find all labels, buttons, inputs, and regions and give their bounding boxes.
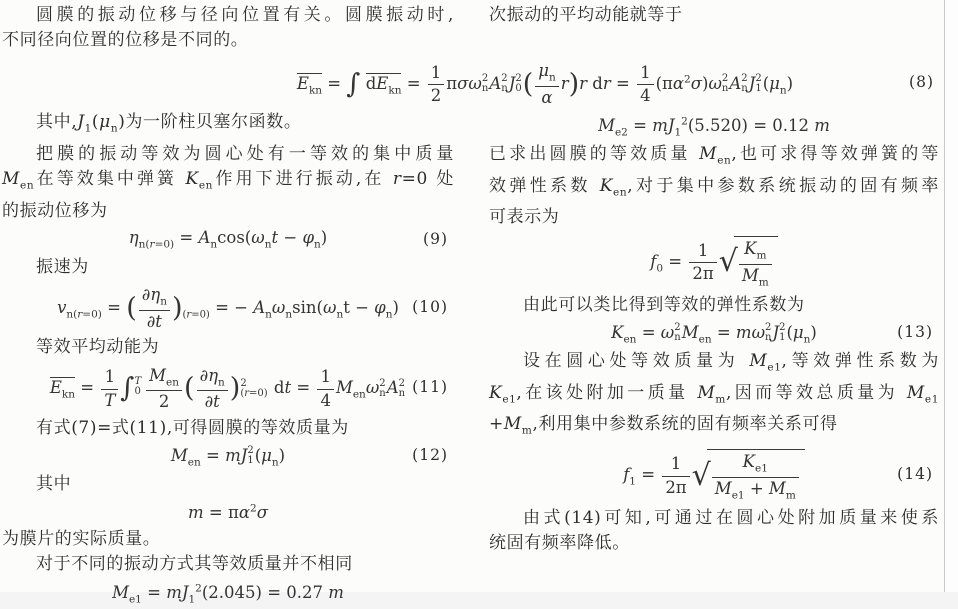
text-line — [489, 3, 939, 28]
formula-content: $\eta_{n(r=0)} = A_n\cos(\omega_nt - \varphi_n)$ — [128, 228, 328, 251]
text-line — [2, 552, 454, 577]
formula-line — [2, 361, 454, 416]
equation-number: (11) — [412, 378, 448, 397]
formula-content: $E_{kn}$ = $\frac{1}{T}$ ∫ T 0 $M_{en}$ 2 ( $\frac{\partial\eta_n}{\partial t}$ ) 2 (r=0) dt = $\frac{1}{4}$ $M_{en}\omega$ 2 n A 2 n — [49, 365, 406, 412]
equation-number: (13) — [897, 323, 933, 342]
equation-number: (12) — [412, 446, 448, 465]
text-content: 由此可以类比得到等效的弹性系数为 — [523, 294, 805, 315]
text-content: 的振动位移为 — [2, 201, 108, 221]
text-content: 统固有频率降低。 — [489, 533, 630, 554]
text-line — [2, 416, 454, 441]
formula-line — [150, 56, 940, 111]
left-column-top-paragraph — [2, 3, 454, 54]
formula-content: $E_{kn}$ = ∫ $dE_{kn}$ = $\frac{1}{2}$ πσω 2 n A 2 n J 2 0 ( $\frac{\mu_n}{\alpha}$ r)r dr = $\frac{1}{4}$ $(\pi\alpha^2\sigma)\omega$ 2 n A 2 n J 2 1 $(\mu_n)$ — [296, 61, 794, 107]
text-content: 已求出圆膜的等效质量 $M_{en}$,也可求得等效弹簧的等 — [489, 143, 939, 167]
text-line — [2, 527, 454, 552]
text-content: 把膜的振动等效为圆心处有一等效的集中质量 — [36, 143, 454, 164]
formula-line — [2, 441, 454, 472]
text-content: 次振动的平均动能就等于 — [489, 5, 683, 25]
text-line — [489, 349, 939, 381]
text-line — [2, 28, 454, 53]
formula-content: $M_{en}$ = mJ 2 1 $(\mu_n)$ — [170, 444, 286, 468]
text-content: 其中$,J_1(\mu_n)$为一阶柱贝塞尔函数。 — [36, 112, 302, 135]
text-content: 效弹性系数 $K_{en}$,对于集中参数系统振动的固有频率 — [489, 175, 939, 199]
formula-line — [2, 224, 454, 254]
display-equation-8 — [150, 56, 940, 111]
right-column-body — [489, 110, 939, 557]
formula-line — [489, 444, 939, 506]
text-content: 对于不同的振动方式其等效质量并不相同 — [36, 554, 353, 575]
equation-number: (10) — [412, 297, 448, 316]
equation-number: (14) — [897, 465, 933, 484]
text-line — [489, 381, 939, 413]
text-line — [489, 293, 939, 318]
text-content: $M_{en}$在等效集中弹簧 $K_{en}$作用下进行振动,在 r=0 处 — [2, 169, 454, 192]
text-line — [489, 205, 939, 230]
formula-content: $K_{en} = \omega$ 2 n $M_{en} = m\omega$ 2 n J 2 1 $(\mu_n)$ — [611, 321, 817, 345]
page-right-margin — [945, 0, 958, 592]
formula-line — [2, 497, 454, 526]
equation-number: (9) — [423, 229, 448, 248]
formula-line — [489, 231, 939, 293]
formula-content: $f_0$ = $\frac{1}{2\pi}$ √ $\frac{K_m}{M_m}$ — [650, 252, 777, 271]
text-line — [2, 167, 454, 199]
text-line — [489, 506, 939, 531]
text-line — [2, 199, 454, 224]
formula-content: $m = \pi\alpha^2\sigma$ — [188, 502, 268, 522]
left-column-body — [2, 110, 454, 609]
right-column-top-paragraph — [489, 3, 939, 28]
text-line — [489, 531, 939, 556]
text-content: 有式(7)=式(11),可得圆膜的等效质量为 — [36, 417, 349, 438]
formula-line — [489, 318, 939, 349]
text-content: 不同径向位置的位移是不同的。 — [2, 30, 249, 51]
text-content: 为膜片的实际质量。 — [2, 528, 161, 549]
equation-number: (8) — [909, 73, 934, 92]
text-line — [2, 3, 454, 28]
formula-line — [2, 280, 454, 335]
text-content: 由式(14)可知,可通过在圆心处附加质量来使系 — [523, 507, 939, 528]
formula-content: $M_{e1} = mJ_1^2(2.045) = 0.27$ m — [112, 582, 344, 606]
formula-content: $f_1$ = $\frac{1}{2\pi}$ √ $\frac{K_{e1}}{M_{e1} + M_m}$ — [623, 465, 805, 484]
formula-content: $v_{n(r=0)}$ = ( $\frac{\partial\eta_n}{\partial t}$ )$_{(r=0)}$ = − $A_n\omega_n\sin(\omega_nt - \varphi_n)$ — [57, 285, 399, 332]
text-content: $K_{e1}$,在该处附加一质量 $M_m$,因而等效总质量为 $M_{e1}$ — [489, 382, 939, 406]
text-line — [489, 412, 939, 444]
text-content: $+M_m$,利用集中参数系统的固有频率关系可得 — [489, 414, 838, 437]
text-content: 可表示为 — [489, 207, 560, 228]
text-line — [2, 142, 454, 167]
formula-content: $M_{e2} = mJ_1^2(5.520) = 0.12$ m — [598, 115, 830, 138]
text-line — [2, 335, 454, 360]
text-line — [2, 110, 454, 142]
text-line — [2, 255, 454, 280]
text-line — [489, 142, 939, 174]
text-content: 等效平均动能为 — [36, 337, 160, 358]
text-content: 振速为 — [36, 256, 89, 277]
text-content: 设在圆心处等效质量为 $M_{e1}$,等效弹性系数为 — [523, 350, 939, 374]
formula-line — [2, 578, 454, 609]
formula-line — [489, 110, 939, 142]
text-line — [2, 472, 454, 497]
text-content: 其中 — [36, 473, 72, 494]
text-content: 圆膜的振动位移与径向位置有关。圆膜振动时, — [36, 5, 454, 25]
text-line — [489, 174, 939, 206]
